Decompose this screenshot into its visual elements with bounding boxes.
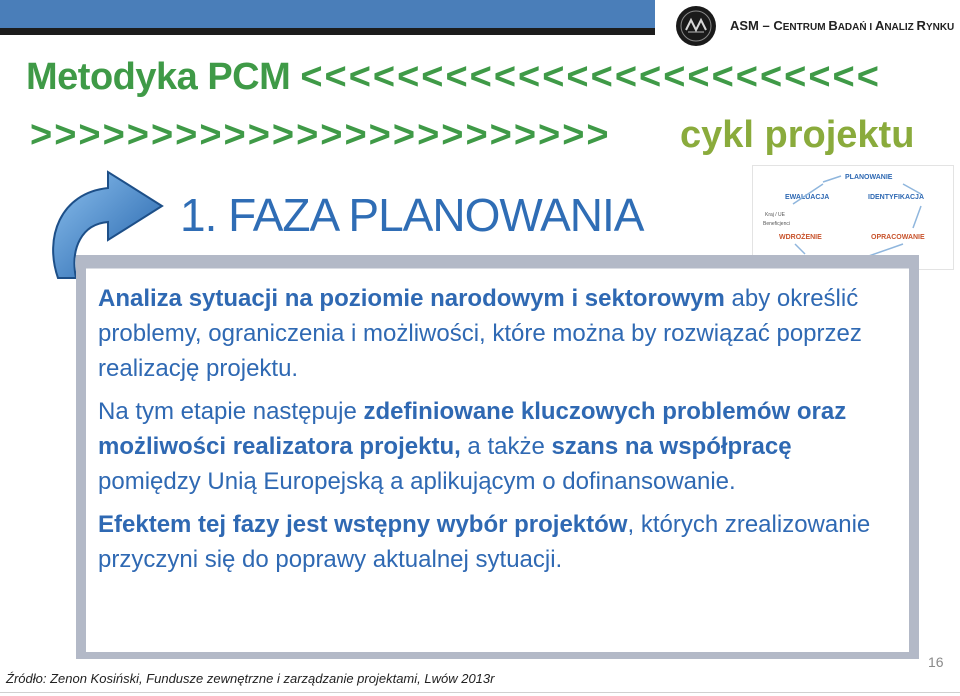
slide-title-line-1 (26, 56, 881, 99)
paragraph-result: Efektem tej fazy jest wstępny wybór projektów, których zrealizowanie przyczyni się do poprawy aktualnej sytuacji. (98, 511, 871, 573)
diagram-ewaluacja: EWALUACJA (785, 194, 830, 201)
diagram-identyfikacja: IDENTYFIKACJA (868, 194, 925, 201)
title-left-arrows: <<<<<<<<<<<<<<<<<<<<<<<< (300, 56, 881, 98)
header-blue-bar (0, 0, 655, 28)
page-number: 16 (928, 654, 944, 670)
content-text (98, 281, 898, 585)
title-right-arrows: >>>>>>>>>>>>>>>>>>>>>>>> (30, 114, 611, 156)
paragraph-stage: Na tym etapie następuje zdefiniowane kluczowych problemów oraz możliwości realizatora projektu, a także szans na współpracę pomiędzy Unią Europejską a aplikującym o dofinansowanie. (98, 398, 847, 495)
diagram-beneficjenci: Beneficjenci (763, 221, 790, 227)
phase-title: 1. FAZA PLANOWANIA (180, 189, 644, 241)
header-dark-bar (0, 28, 655, 35)
diagram-wdrozenie: WDROŻENIE (779, 234, 822, 241)
brand-name: ASM – CENTRUM BADAŃ I ANALIZ RYNKU (730, 18, 955, 33)
source-citation: Źródło: Zenon Kosiński, Fundusze zewnętrzne i zarządzanie projektami, Lwów 2013r (6, 671, 495, 686)
bottom-divider (0, 692, 960, 693)
diagram-kraj: Kraj / UE (765, 212, 786, 218)
slide-title-main: Metodyka PCM (26, 56, 301, 98)
slide-title-cykl: cykl projektu (680, 114, 915, 156)
paragraph-analysis: Analiza sytuacji na poziomie narodowym i sektorowym aby określić problemy, ograniczenia i możliwości, które można by rozwiązać poprzez realizację projektu. (98, 285, 862, 382)
slide-title-line-2 (30, 114, 915, 157)
diagram-planowanie: PLANOWANIE (845, 174, 893, 181)
asm-logo (676, 6, 716, 46)
diagram-opracowanie: OPRACOWANIE (871, 234, 925, 241)
asm-logo-icon (680, 10, 712, 42)
